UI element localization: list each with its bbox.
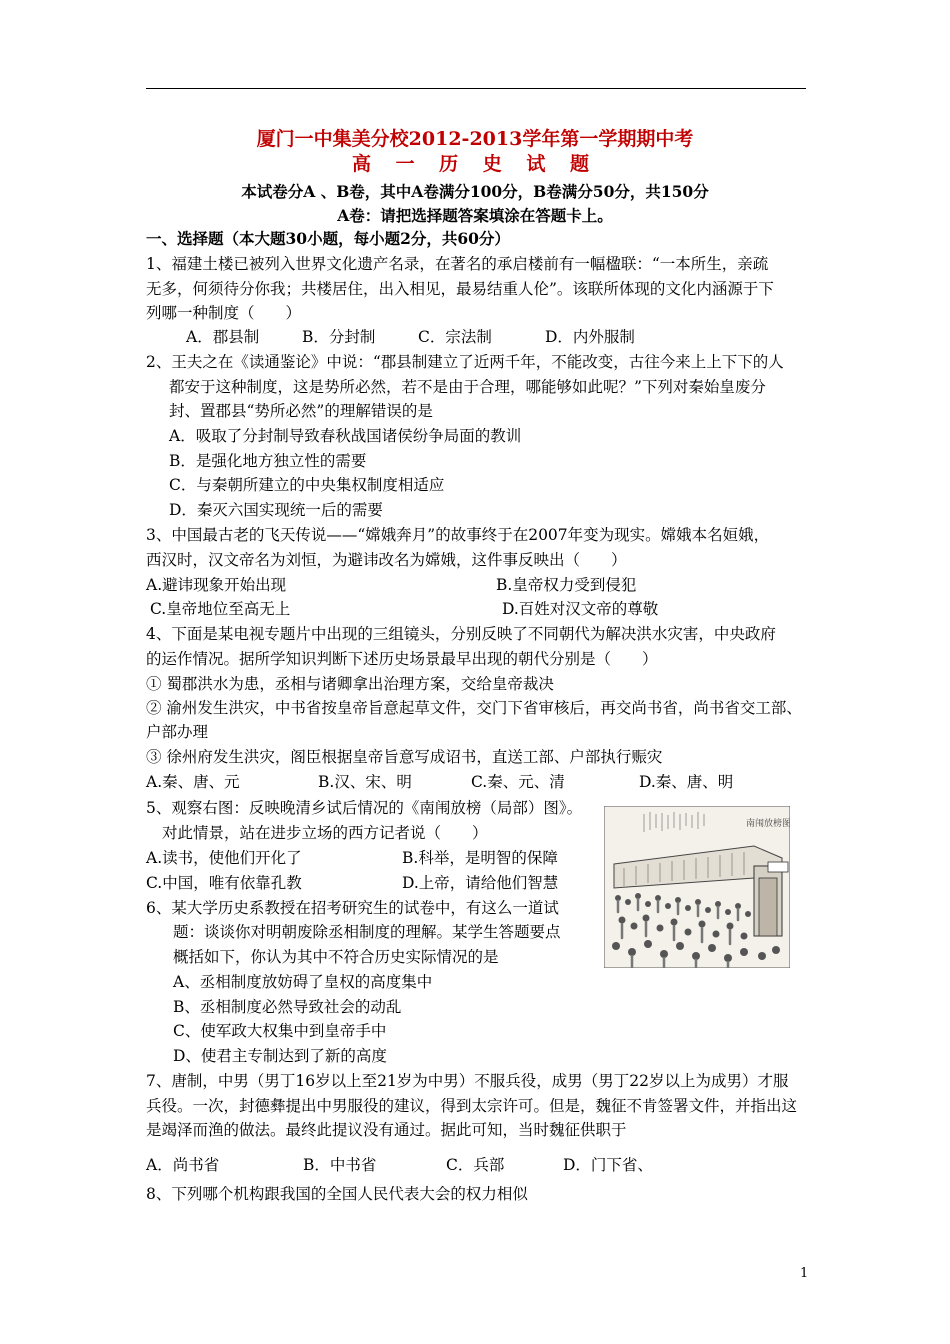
q3-option-d: D.百姓对汉文帝的尊敬 bbox=[502, 600, 659, 618]
q6-option-a: A、丞相制度放妨碍了皇权的高度集中 bbox=[173, 973, 433, 991]
exam-subtitle: 高 一 历 史 试 题 bbox=[351, 153, 599, 175]
q5-option-a: A.读书，使他们开化了 bbox=[146, 849, 302, 867]
q4-scene-3: ③ 徐州府发生洪灾，阁臣根据皇帝旨意写成诏书，直送工部、户部执行赈灾 bbox=[146, 748, 663, 766]
q3-line: 3、中国最古老的飞天传说——“嫦娥奔月”的故事终于在2007年变为现实。嫦娥本名姮娥， bbox=[146, 526, 770, 544]
q1-option-b: B．分封制 bbox=[302, 328, 376, 346]
q2-line: 2、王夫之在《读通鉴论》中说：“郡县制建立了近两千年，不能改变，古往今来上上下下的人 bbox=[146, 353, 784, 371]
q4-option-b: B.汉、宋、明 bbox=[318, 773, 412, 791]
q2-option-d: D．秦灭六国实现统一后的需要 bbox=[169, 501, 383, 519]
exam-note-scores: 本试卷分A 、B卷，其中A卷满分100分，B卷满分50分，共150分 bbox=[241, 182, 709, 201]
section-heading: 一、选择题（本大题30小题，每小题2分，共60分） bbox=[146, 229, 510, 248]
header-rule bbox=[146, 88, 806, 89]
q1-option-d: D．内外服制 bbox=[545, 328, 635, 346]
q1-line: 1、福建土楼已被列入世界文化遗产名录，在著名的承启楼前有一幅楹联：“一本所生，亲疏 bbox=[146, 255, 769, 273]
nanwei-fangbang-illustration bbox=[604, 806, 790, 968]
q2-line: 封、置郡县“势所必然”的理解错误的是 bbox=[169, 402, 433, 420]
q1-option-c: C．宗法制 bbox=[418, 328, 492, 346]
q1-option-a: A．郡县制 bbox=[186, 328, 260, 346]
q6-option-b: B、丞相制度必然导致社会的动乱 bbox=[173, 998, 402, 1016]
q4-option-d: D.秦、唐、明 bbox=[639, 773, 734, 791]
q5-option-b: B.科举，是明智的保障 bbox=[402, 849, 558, 867]
page-number: 1 bbox=[800, 1266, 809, 1281]
q6-line: 概括如下，你认为其中不符合历史实际情况的是 bbox=[173, 948, 499, 966]
q7-option-b: B．中书省 bbox=[303, 1156, 377, 1174]
q5-line: 对此情景，站在进步立场的西方记者说（ ） bbox=[162, 824, 488, 842]
q1-line: 列哪一种制度（ ） bbox=[146, 304, 302, 322]
q4-scene-2-cont: 户部办理 bbox=[146, 723, 209, 741]
q2-option-a: A．吸取了分封制导致春秋战国诸侯纷争局面的教训 bbox=[169, 427, 522, 445]
q7-line: 是竭泽而渔的做法。最终此提议没有通过。据此可知，当时魏征供职于 bbox=[146, 1121, 627, 1139]
q3-option-b: B.皇帝权力受到侵犯 bbox=[496, 576, 637, 594]
q2-option-b: B．是强化地方独立性的需要 bbox=[169, 452, 367, 470]
q7-option-c: C．兵部 bbox=[446, 1156, 505, 1174]
q4-line: 4、下面是某电视专题片中出现的三组镜头，分别反映了不同朝代为解决洪水灾害，中央政府 bbox=[146, 625, 776, 643]
q4-option-a: A.秦、唐、元 bbox=[146, 773, 240, 791]
q3-option-a: A.避讳现象开始出现 bbox=[146, 576, 287, 594]
exam-note-instruction: A卷：请把选择题答案填涂在答题卡上。 bbox=[337, 206, 613, 225]
q3-line: 西汉时，汉文帝名为刘恒，为避讳改名为嫦娥，这件事反映出（ ） bbox=[146, 551, 627, 569]
q7-line: 兵役。一次，封德彝提出中男服役的建议，得到太宗许可。但是，魏征不肯签署文件，并指出这 bbox=[146, 1097, 798, 1115]
q3-option-c: C.皇帝地位至高无上 bbox=[150, 600, 291, 618]
q7-option-a: A．尚书省 bbox=[146, 1156, 220, 1174]
exam-title: 厦门一中集美分校2012-2013学年第一学期期中考 bbox=[256, 128, 694, 150]
q2-line: 都安于这种制度，这是势所必然，若不是由于合理，哪能够如此呢？”下列对秦始皇废分 bbox=[169, 378, 766, 396]
q6-option-d: D、使君主专制达到了新的高度 bbox=[173, 1047, 387, 1065]
q5-line: 5、观察右图：反映晚清乡试后情况的《南闱放榜（局部）图》。 bbox=[146, 799, 583, 817]
q6-option-c: C、使军政大权集中到皇帝手中 bbox=[173, 1022, 387, 1040]
q4-scene-1: ① 蜀郡洪水为患，丞相与诸卿拿出治理方案，交给皇帝裁决 bbox=[146, 675, 554, 693]
q4-line: 的运作情况。据所学知识判断下述历史场景最早出现的朝代分别是（ ） bbox=[146, 650, 658, 668]
q2-option-c: C．与秦朝所建立的中央集权制度相适应 bbox=[169, 476, 445, 494]
q7-option-d: D．门下省、 bbox=[563, 1156, 653, 1174]
q5-option-d: D.上帝，请给他们智慧 bbox=[402, 874, 559, 892]
q7-line: 7、唐制，中男（男丁16岁以上至21岁为中男）不服兵役，成男（男丁22岁以上为成男）才服 bbox=[146, 1072, 789, 1090]
q1-line: 无多，何须待分你我；共楼居住，出入相见，最易结重人伦”。该联所体现的文化内涵源于下 bbox=[146, 280, 774, 298]
q4-option-c: C.秦、元、清 bbox=[471, 773, 565, 791]
q6-line: 题：谈谈你对明朝废除丞相制度的理解。某学生答题要点 bbox=[173, 923, 561, 941]
q8-line: 8、下列哪个机构跟我国的全国人民代表大会的权力相似 bbox=[146, 1185, 528, 1203]
q4-scene-2: ② 渝州发生洪灾，中书省按皇帝旨意起草文件，交门下省审核后，再交尚书省，尚书省交工部、 bbox=[146, 699, 802, 717]
q5-option-c: C.中国，唯有依靠孔教 bbox=[146, 874, 302, 892]
q6-line: 6、某大学历史系教授在招考研究生的试卷中，有这么一道试 bbox=[146, 899, 559, 917]
figure-caption: 南闱放榜图 bbox=[746, 819, 790, 829]
